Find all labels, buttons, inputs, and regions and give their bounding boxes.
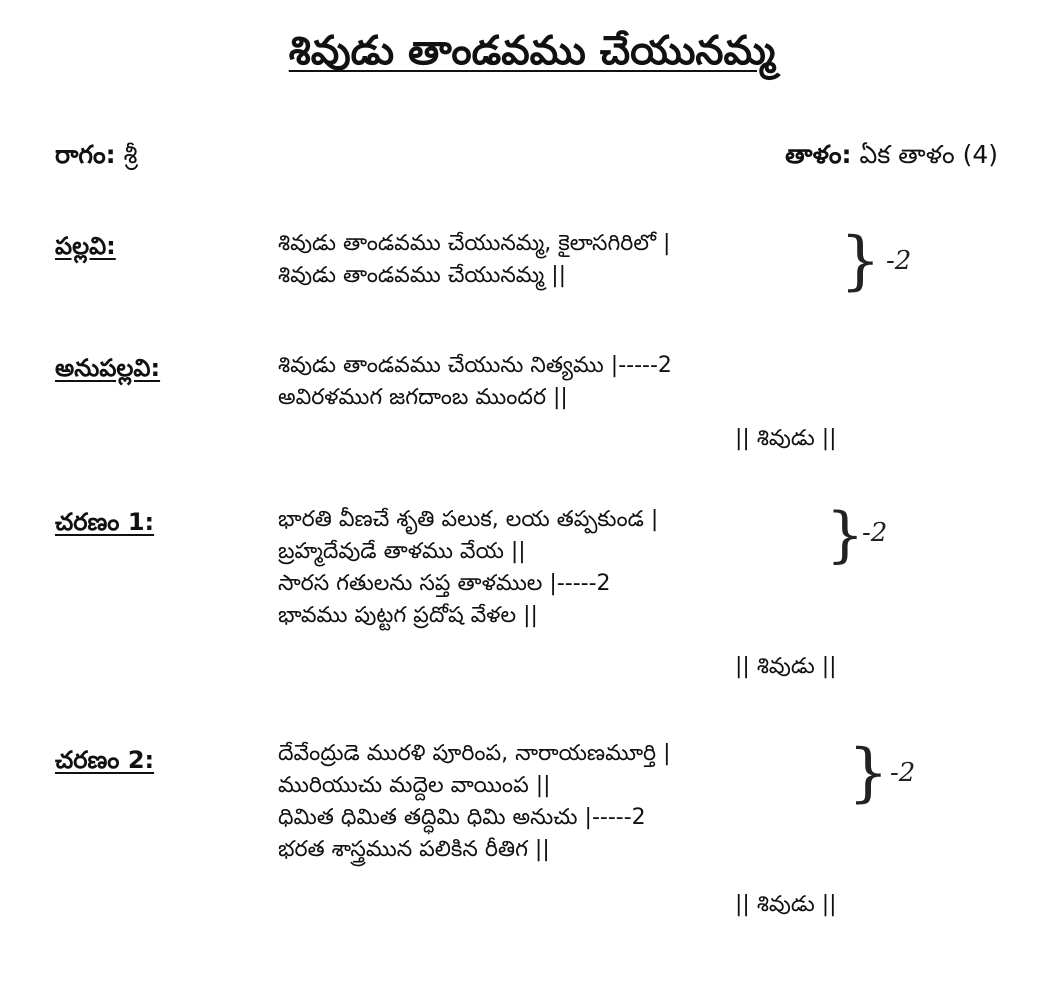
charanam2-lines [278, 738, 671, 866]
charanam1-line: భావము పుట్టగ ప్రదోష వేళల || [278, 603, 538, 628]
repeat-brace: } [826, 500, 865, 570]
tala-value: ఏక తాళం (4) [859, 140, 998, 169]
anupallavi-label: అనుపల్లవి: [55, 354, 161, 382]
pallavi-lines [278, 228, 670, 292]
charanam2-line: భరత శాస్త్రమున పలికిన రీతిగ || [278, 837, 550, 862]
charanam2-line: మురియుచు మద్దెల వాయింప || [278, 773, 551, 798]
charanam1-line: భారతి వీణచే శృతి పలుక, లయ తప్పకుండ | [278, 507, 659, 532]
page-title: శివుడు తాండవము చేయునమ్మ [288, 28, 776, 74]
pallavi-label: పల్లవి: [55, 232, 116, 260]
charanam1-repeat-mark: -2 [862, 518, 888, 548]
charanam1-line: బ్రహ్మదేవుడే తాళము వేయ || [278, 539, 526, 564]
anupallavi-line: శివుడు తాండవము చేయును నిత్యము |-----2 [278, 353, 672, 378]
charanam2-line: దేవేంద్రుడె మురళి పూరింప, నారాయణమూర్తి | [278, 741, 671, 766]
charanam1-line: సారస గతులను సప్త తాళముల |-----2 [278, 571, 611, 596]
charanam2-line: ధిమిత ధిమిత తద్ధిమి ధిమి అనుచు |-----2 [278, 805, 646, 830]
anupallavi-lines [278, 350, 672, 414]
charanam1-refrain: || శివుడు || [735, 654, 837, 679]
pallavi-line: శివుడు తాండవము చేయునమ్మ, కైలాసగిరిలో | [278, 231, 671, 256]
charanam1-label: చరణం 1: [55, 508, 155, 536]
anupallavi-line: అవిరళముగ జగదాంబ ముందర || [278, 385, 568, 410]
raga-value: శ్రీ [123, 140, 138, 169]
tala-info [785, 140, 998, 176]
charanam2-refrain: || శివుడు || [735, 892, 837, 917]
repeat-brace: } [840, 224, 881, 298]
pallavi-repeat-mark: -2 [886, 246, 912, 276]
charanam2-repeat-mark: -2 [890, 758, 916, 788]
repeat-brace: } [848, 736, 889, 810]
raga-label: రాగం: [55, 140, 116, 169]
anupallavi-refrain: || శివుడు || [735, 426, 837, 451]
pallavi-line: శివుడు తాండవము చేయునమ్మ || [278, 263, 567, 288]
charanam2-label: చరణం 2: [55, 746, 155, 774]
tala-label: తాళం: [785, 140, 852, 169]
raga-info [55, 140, 137, 176]
charanam1-lines [278, 504, 658, 632]
